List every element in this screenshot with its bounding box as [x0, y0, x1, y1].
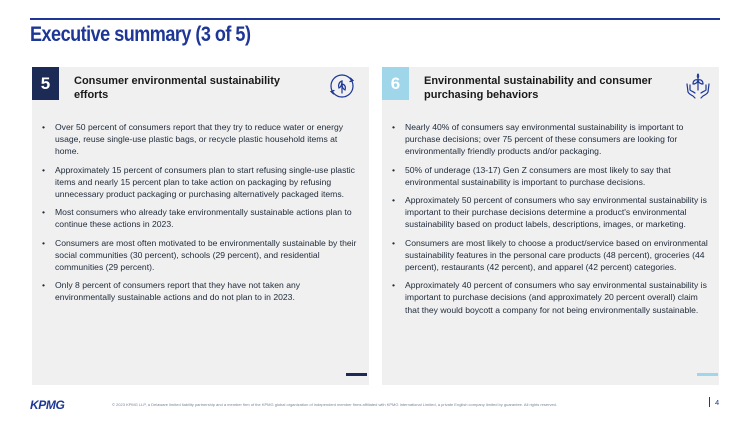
- list-item: • Most consumers who already take environmentally sustainable actions plan to continue these actions in 2023.: [42, 206, 362, 230]
- panel-heading: Consumer environmental sustainability efforts: [74, 75, 280, 101]
- panel-heading: Environmental sustainability and consumer purchasing behaviors: [424, 75, 652, 101]
- page-title: Executive summary (3 of 5): [30, 23, 251, 46]
- list-item: • Consumers are most often motivated to be environmentally sustainable by their social communities (30 percent), schools (29 percent), and residential communities (29 percent).: [42, 237, 362, 274]
- kpmg-logo: KPMG: [30, 398, 65, 412]
- list-item: • Approximately 40 percent of consumers who say environmental sustainability is important to purchase decisions (and approximately 20 percent overall) claim that they would boycott a company for not being environmentally sustainable.: [392, 279, 712, 316]
- list-item: • Consumers are most likely to choose a product/service based on environmental sustainability features in the personal care products (48 percent), groceries (44 percent), restaurants (42 percent), and apparel (42 percent) categories.: [392, 237, 712, 274]
- list-item: • Only 8 percent of consumers report that they have not taken any environmentally sustainable actions and do not plan to in 2023.: [42, 279, 362, 303]
- list-item: • Nearly 40% of consumers say environmental sustainability is important to purchase decisions; over 75 percent of these consumers are looking for environmentally friendly products and/or packaging.: [392, 121, 712, 158]
- panel-accent-bar: [346, 373, 367, 376]
- panel-consumer-efforts: [32, 67, 369, 385]
- bullet-list: [392, 121, 712, 322]
- header-rule: [30, 18, 720, 20]
- hands-plant-icon: [684, 72, 712, 100]
- bullet-list: [42, 121, 362, 310]
- page-number: 4: [715, 398, 720, 407]
- section-number-badge: 5: [32, 67, 59, 100]
- list-item: • Over 50 percent of consumers report that they try to reduce water or energy usage, reuse single-use plastic bags, or recycle plastic household items at home.: [42, 121, 362, 158]
- section-number-badge: 6: [382, 67, 409, 100]
- footer-divider: [709, 397, 710, 407]
- panel-accent-bar: [697, 373, 718, 376]
- list-item: • Approximately 50 percent of consumers who say environmental sustainability is important to their purchase decisions determine a product's environmental sustainability based on product labels, descriptions, images, or marketing.: [392, 194, 712, 231]
- panel-purchasing-behaviors: [382, 67, 719, 385]
- list-item: • 50% of underage (13-17) Gen Z consumers are most likely to say that environmental sustainability is important to purchase decisions.: [392, 164, 712, 188]
- list-item: • Approximately 15 percent of consumers plan to start refusing single-use plastic items and nearly 15 percent plan to take action on packaging by refusing unnecessary product packaging or purchasing alternatively packaged items.: [42, 164, 362, 201]
- footer-legal-text: © 2023 KPMG LLP, a Delaware limited liability partnership and a member firm of the KPMG global organization of independent member firms affiliated with KPMG International Limited, a private English company limited by guarantee. All rights reserved.: [112, 402, 558, 407]
- leaf-cycle-icon: [328, 72, 356, 100]
